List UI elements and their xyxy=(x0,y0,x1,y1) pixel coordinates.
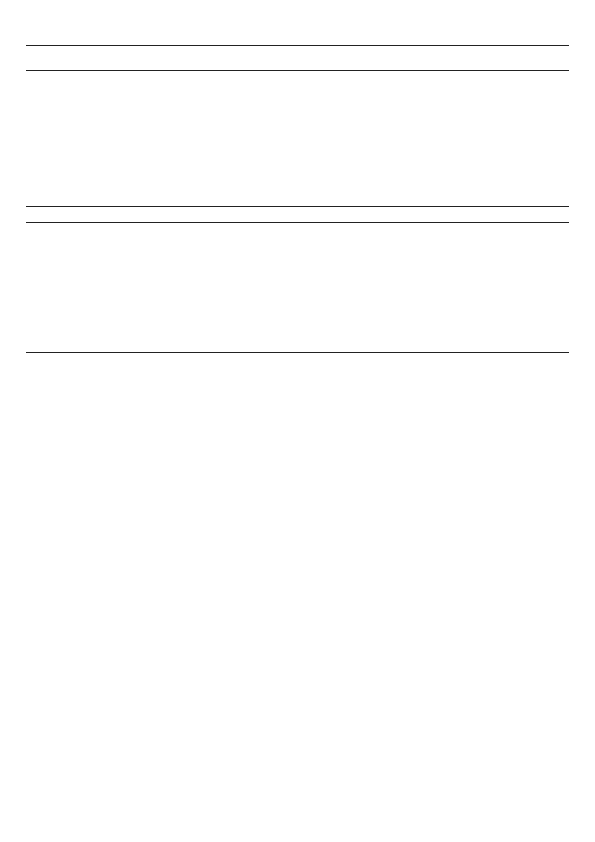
masthead-divider xyxy=(26,45,569,46)
issue-line xyxy=(26,55,569,66)
abstract xyxy=(26,240,569,246)
issue-divider xyxy=(26,70,569,71)
abstract-top-divider xyxy=(26,222,569,223)
abstract-bottom-divider xyxy=(26,352,569,353)
header-divider xyxy=(26,206,569,207)
body-column-left xyxy=(26,364,286,372)
masthead xyxy=(26,26,569,40)
body-column-right xyxy=(311,364,571,372)
